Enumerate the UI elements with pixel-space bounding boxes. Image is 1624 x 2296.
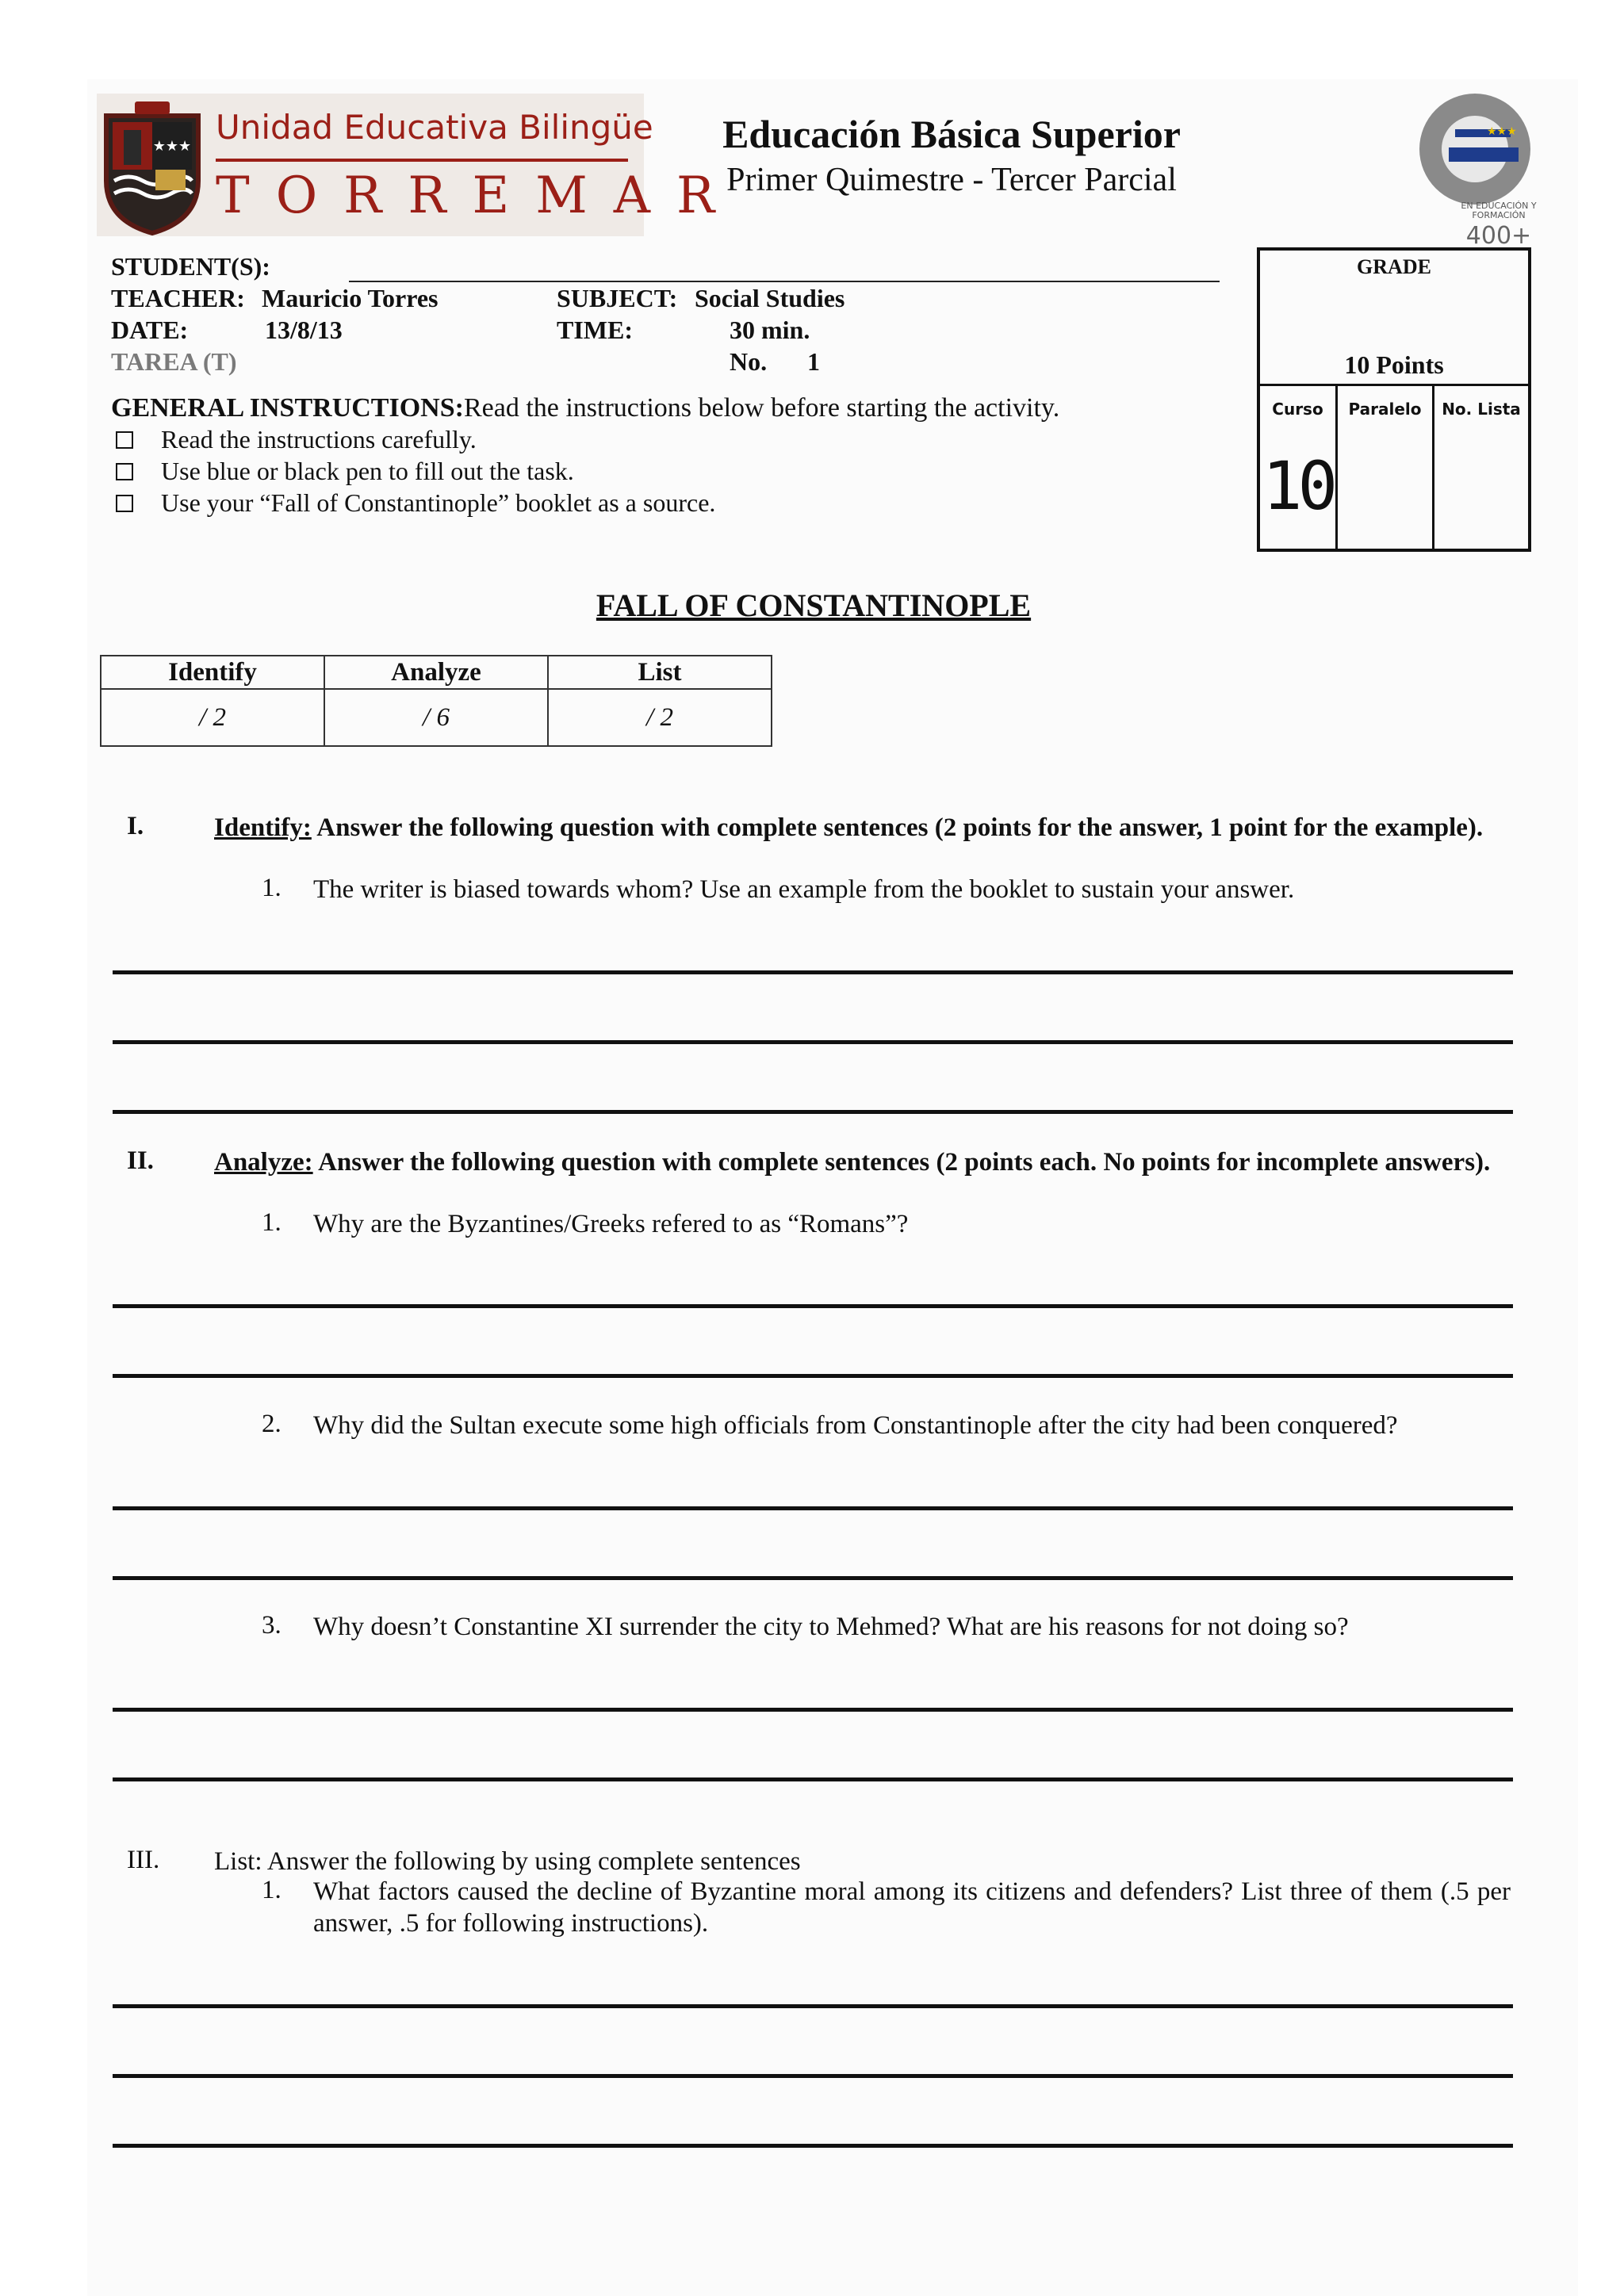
grade-area[interactable] xyxy=(1260,251,1528,386)
general-instructions-heading: GENERAL INSTRUCTIONS: xyxy=(111,393,464,423)
checkbox-icon[interactable] xyxy=(116,495,133,512)
instruction-item: Use your “Fall of Constantinople” booklet as a source. xyxy=(161,488,716,517)
instruction-item: Read the instructions carefully. xyxy=(161,425,477,453)
answer-line[interactable] xyxy=(113,2144,1513,2148)
teacher-label: TEACHER: xyxy=(111,284,245,312)
partner-logo-text: 400+ xyxy=(1465,222,1532,250)
section-instruction xyxy=(214,812,1508,844)
school-name: Unidad Educativa Bilingüe xyxy=(216,108,653,147)
score-cell[interactable]: / 2 xyxy=(101,689,324,746)
subject-value: Social Studies xyxy=(695,284,845,312)
no-label: No. xyxy=(730,347,768,376)
header-subtitle: Primer Quimestre - Tercer Parcial xyxy=(726,162,1177,198)
section-instruction-text: Answer the following question with complete sentences (2 points each. No points for incomplete answers). xyxy=(312,1148,1491,1177)
answer-line[interactable] xyxy=(113,1777,1513,1781)
question-text: The writer is biased towards whom? Use an example from the booklet to sustain your answer. xyxy=(313,875,1295,904)
answer-line[interactable] xyxy=(113,1304,1513,1308)
school-wordmark: TORREMAR xyxy=(216,166,741,225)
score-cell[interactable]: / 2 xyxy=(548,689,772,746)
answer-line[interactable] xyxy=(113,1110,1513,1114)
score-header: List xyxy=(548,656,772,689)
score-header: Analyze xyxy=(324,656,548,689)
main-title: FALL OF CONSTANTINOPLE xyxy=(596,587,1032,623)
section-number: III. xyxy=(127,1846,160,1874)
no-value: 1 xyxy=(807,347,820,376)
answer-line[interactable] xyxy=(113,1576,1513,1580)
curso-value: 10 xyxy=(1262,447,1334,525)
question-text: Why did the Sultan execute some high officials from Constantinople after the city had been conquered? xyxy=(313,1411,1398,1440)
section-keyword: Analyze: xyxy=(214,1148,313,1177)
paralelo-label: Paralelo xyxy=(1348,400,1422,419)
instruction-item: Use blue or black pen to fill out the task. xyxy=(161,457,574,485)
general-instructions xyxy=(111,393,1059,423)
partner-logo xyxy=(1400,86,1542,250)
partner-logo-caption: EN EDUCACIÓN Y FORMACIÓN xyxy=(1461,201,1537,220)
checkbox-icon[interactable] xyxy=(116,431,133,449)
answer-line[interactable] xyxy=(113,1374,1513,1378)
grade-box xyxy=(1257,247,1531,552)
score-table xyxy=(100,655,772,747)
question-number: 1. xyxy=(262,1876,282,1904)
date-label: DATE: xyxy=(111,316,189,344)
question-number: 1. xyxy=(262,1208,282,1237)
svg-text:★★★: ★★★ xyxy=(1487,125,1517,138)
svg-text:★★★: ★★★ xyxy=(152,138,192,155)
answer-line[interactable] xyxy=(113,1708,1513,1712)
curso-label: Curso xyxy=(1272,400,1323,419)
school-logo xyxy=(97,94,741,236)
score-cell[interactable]: / 6 xyxy=(324,689,548,746)
question-text: What factors caused the decline of Byzantine moral among its citizens and defenders? List three of them (.5 per answer, .5 for following instructions). xyxy=(313,1877,1511,1938)
header-title: Educación Básica Superior xyxy=(722,112,1181,156)
question-number: 2. xyxy=(262,1410,282,1438)
section-number: II. xyxy=(127,1146,154,1175)
grade-label: GRADE xyxy=(1357,255,1431,278)
student-name-field[interactable] xyxy=(349,281,1220,282)
teacher-value: Mauricio Torres xyxy=(262,284,439,312)
section-number: I. xyxy=(127,812,144,840)
answer-line[interactable] xyxy=(113,970,1513,974)
section-instruction-text: Answer the following question with complete sentences (2 points for the answer, 1 point for the example). xyxy=(311,813,1484,842)
section-instruction xyxy=(214,1146,1508,1178)
curso-cell[interactable] xyxy=(1260,384,1338,549)
section-keyword: Identify: xyxy=(214,813,312,842)
school-logo-divider xyxy=(216,159,628,162)
grade-points: 10 Points xyxy=(1344,350,1444,379)
section-instruction xyxy=(214,1846,1508,1877)
score-header: Identify xyxy=(101,656,324,689)
subject-label: SUBJECT: xyxy=(557,284,678,312)
section-instruction-text: List: Answer the following by using complete sentences xyxy=(214,1847,801,1876)
answer-line[interactable] xyxy=(113,2004,1513,2008)
question-number: 3. xyxy=(262,1611,282,1640)
question-text: Why doesn’t Constantine XI surrender the city to Mehmed? What are his reasons for not doing so? xyxy=(313,1613,1349,1641)
answer-line[interactable] xyxy=(113,2074,1513,2078)
time-value: 30 min. xyxy=(730,316,810,344)
student-label: STUDENT(S): xyxy=(111,252,270,281)
checkbox-icon[interactable] xyxy=(116,463,133,480)
tarea-label: TAREA (T) xyxy=(111,347,237,376)
answer-line[interactable] xyxy=(113,1040,1513,1044)
time-label: TIME: xyxy=(557,316,633,344)
paralelo-cell[interactable] xyxy=(1338,384,1434,549)
date-value: 13/8/13 xyxy=(265,316,343,344)
lista-label: No. Lista xyxy=(1442,400,1521,419)
general-instructions-intro: Read the instructions below before starting the activity. xyxy=(463,393,1060,423)
question-number: 1. xyxy=(262,874,282,902)
lista-cell[interactable] xyxy=(1434,384,1528,549)
answer-line[interactable] xyxy=(113,1506,1513,1510)
question-text: Why are the Byzantines/Greeks refered to as “Romans”? xyxy=(313,1210,909,1238)
